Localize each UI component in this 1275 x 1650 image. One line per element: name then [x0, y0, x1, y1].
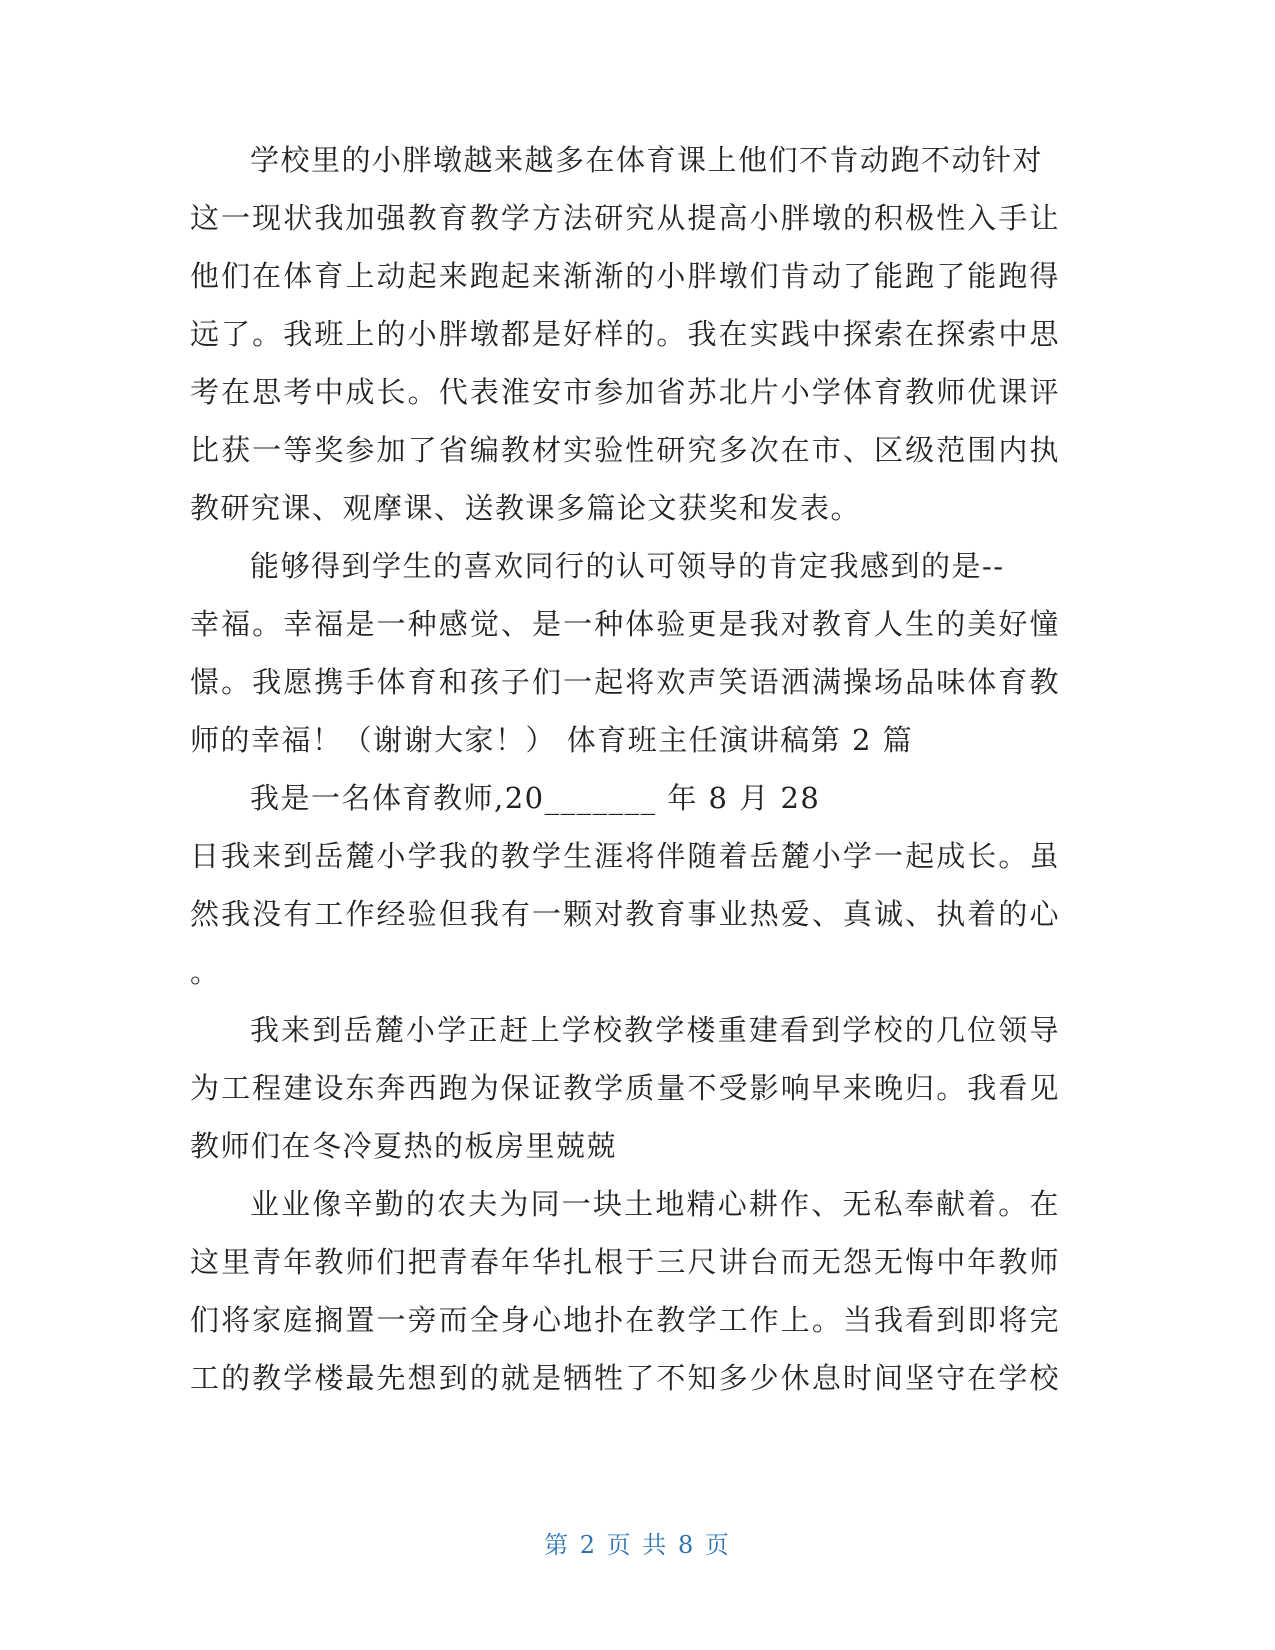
text-line: 学校里的小胖墩越来越多在体育课上他们不肯动跑不动针对: [250, 143, 1044, 177]
text-line: 日我来到岳麓小学我的教学生涯将伴随着岳麓小学一起成长。虽: [190, 839, 1060, 873]
text-line: 工的教学楼最先想到的就是牺牲了不知多少休息时间坚守在学校: [190, 1361, 1060, 1395]
text-line: 这一现状我加强教育教学方法研究从提高小胖墩的积极性入手让: [190, 201, 1060, 235]
page-footer: 第 2 页 共 8 页: [544, 1531, 731, 1559]
text-line: 我是一名体育教师,20_______ 年 8 月 28: [250, 781, 821, 815]
text-line: 憬。我愿携手体育和孩子们一起将欢声笑语洒满操场品味体育教: [190, 665, 1060, 699]
text-line: 我来到岳麓小学正赶上学校教学楼重建看到学校的几位领导: [250, 1013, 1060, 1047]
text-line: 业业像辛勤的农夫为同一块土地精心耕作、无私奉献着。在: [250, 1187, 1060, 1221]
text-line: 。: [190, 955, 221, 989]
text-line: 教师们在冬冷夏热的板房里兢兢: [190, 1129, 618, 1163]
text-line: 幸福。幸福是一种感觉、是一种体验更是我对教育人生的美好憧: [190, 607, 1060, 641]
text-line: 远了。我班上的小胖墩都是好样的。我在实践中探索在探索中思: [190, 317, 1060, 351]
text-line: 们将家庭搁置一旁而全身心地扑在教学工作上。当我看到即将完: [190, 1303, 1060, 1337]
text-line: 然我没有工作经验但我有一颗对教育事业热爱、真诚、执着的心: [190, 897, 1060, 931]
text-line: 为工程建设东奔西跑为保证教学质量不受影响早来晚归。我看见: [190, 1071, 1060, 1105]
text-line: 能够得到学生的喜欢同行的认可领导的肯定我感到的是--: [250, 549, 1005, 583]
text-line: 师的幸福！（谢谢大家！） 体育班主任演讲稿第 2 篇: [190, 723, 914, 757]
text-line: 考在思考中成长。代表淮安市参加省苏北片小学体育教师优课评: [190, 375, 1060, 409]
text-line: 他们在体育上动起来跑起来渐渐的小胖墩们肯动了能跑了能跑得: [190, 259, 1060, 293]
text-line: 这里青年教师们把青春年华扎根于三尺讲台而无怨无悔中年教师: [190, 1245, 1060, 1279]
text-line: 比获一等奖参加了省编教材实验性研究多次在市、区级范围内执: [190, 433, 1060, 467]
text-line: 教研究课、观摩课、送教课多篇论文获奖和发表。: [190, 491, 862, 525]
